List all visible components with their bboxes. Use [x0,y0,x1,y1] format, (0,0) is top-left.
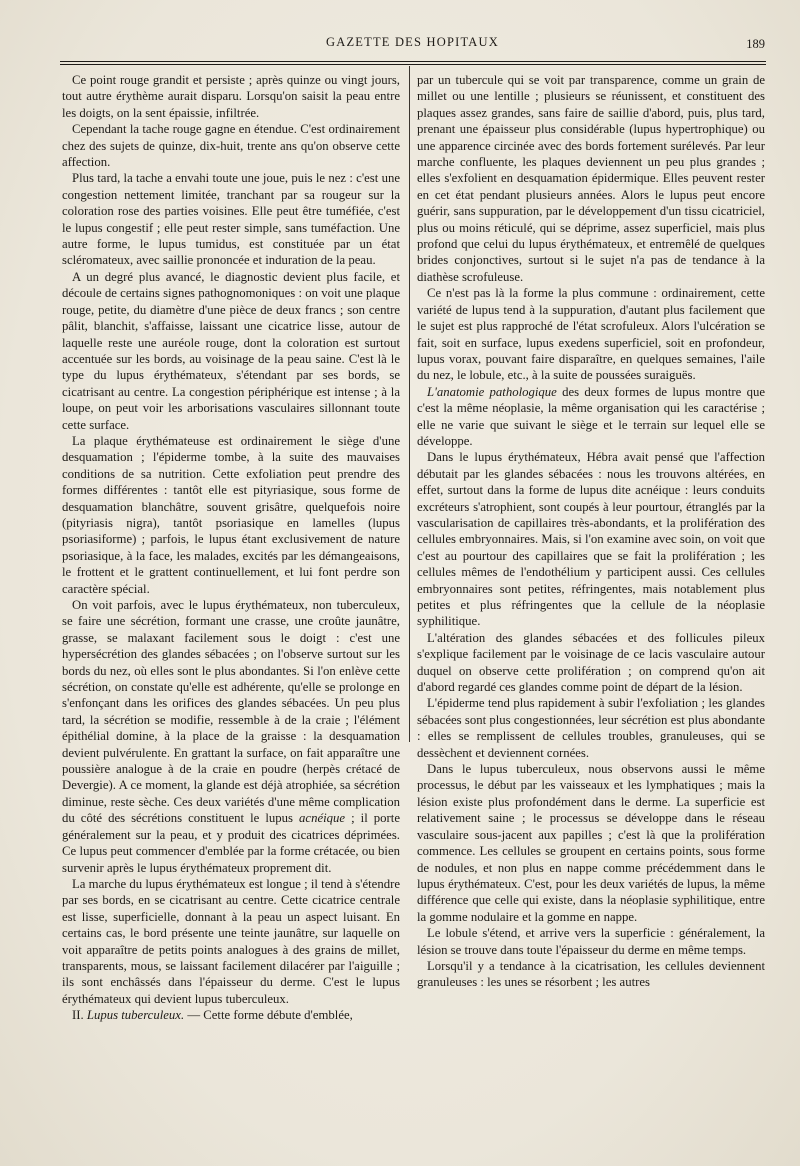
page-number: 189 [746,37,765,51]
section-heading-paragraph [62,1007,400,1023]
paragraph: Dans le lupus érythémateux, Hébra avait pensé que l'affection débutait par les glandes sébacées : nous les trouvons altérées, en effet, surtout dans la forme de lupus dite acnéique : leurs conduits excréteurs s'atrophient, sont coupés à leur pourtour, étranglés par la vascularisation de capillaires très-abondants, et la prolifération des cellules embryonnaires. Mais, si l'on examine avec soin, on voit que c'est au pourtour des capillaires que se fait la prolifération ; les cellules mêmes de l'endothélium y participent aussi. Ces cellules embryonnaires sont petites, réfringentes, mais notablement plus petites et plus réfringentes que la cellule de la néoplasie syphilitique. [417,450,765,629]
paragraph: Le lobule s'étend, et arrive vers la superficie : généralement, la lésion se trouve dans toute l'épaisseur du derme en même temps. [417,926,765,957]
left-column [62,72,400,1024]
paragraph-text: — Cette forme débute d'emblée, [184,1008,353,1023]
paragraph: La marche du lupus érythémateux est longue ; il tend à s'étendre par ses bords, en se cicatrisant au centre. Cette cicatrice centrale est lisse, superficielle, donnant à la peau un aspect luisant. En certains cas, le bord présente une teinte jaunâtre, sur laquelle on voit apparaître de petits points analogues à des grains de millet, transparents, mous, se laissant facilement dilacérer par l'aiguille ; ils sont enchâssés dans l'épaisseur du derme. C'est le lupus érythémateux qui devient lupus tuberculeux. [62,876,400,1006]
paragraph: Dans le lupus tuberculeux, nous observons aussi le même processus, le début par les vaisseaux et les lymphatiques ; mais la lésion existe plus profondément dans le derme. La superficie est relativement saine ; le processus se développe dans le réseau vasculaire sous-jacent aux papilles ; c'est là que la prolifération commence. Les cellules se groupent en certains points, sous forme de nodules, et non plus en nappe comme précédemment dans le lupus érythémateux. C'est, pour les deux variétés de lupus, la même différence que celle qui existe, dans la néoplasie syphilitique, entre la gomme nodulaire et la gomme en nappe. [417,762,765,924]
paragraph: par un tubercule qui se voit par transparence, comme un grain de millet ou une lentille ; plusieurs se réunissent, et constituent des plaques assez grandes, sans faire de saillie d'abord, puis, plus tard, prenant une épaisseur plus considérable (lupus hypertrophique) ou une apparence circinée avec des bords fortement surélevés. Par leur marche confluente, les plaques deviennent un peu plus grandes ; elles s'exfolient en desquamation épidermique. Elles peuvent rester en cet état pendant plusieurs années. Alors le lupus peut encore guérir, sans suppuration, par le développement d'un tissu cicatriciel, plus ou moins réticulé, qui se déprime, assez superficiel, mais plus profond que celui du lupus érythémateux, et entremêlé de quelques brides conjonctives, surtout si le sujet n'a pas de tendance à la diathèse scrofuleuse. [417,73,765,284]
header-rule-thin [60,64,766,65]
right-column [417,72,765,991]
paragraph [62,597,400,876]
paragraph: Ce n'est pas là la forme la plus commune : ordinairement, cette variété de lupus tend à la suppuration, d'autant plus facilement que le sujet est plus rapproché de l'état scrofuleux. Alors l'ulcération se fait, soit en surface, lupus exedens superficiel, soit en profondeur, lupus vorax, pouvant faire disparaître, en quelques semaines, l'aile du nez, le lobule, etc., à la suite de poussées suraiguës. [417,286,765,383]
paragraph: A un degré plus avancé, le diagnostic devient plus facile, et découle de certains signes pathognomoniques : on voit une plaque rouge, petite, du diamètre d'une pièce de deux francs ; son centre pâlit, blanchit, s'affaisse, laissant une cicatrice lisse, autour de laquelle reste une auréole rouge, dont la coloration est surtout accentuée sur les bords, au voisinage de la peau saine. C'est là le type du lupus érythémateux, s'étendant par ses bords, se cicatrisant au centre. La congestion périphérique est intense ; à la loupe, on peut voir les arborisations vasculaires sillonnant toute cette surface. [62,269,400,432]
paragraph [417,384,765,450]
paragraph: La plaque érythémateuse est ordinairement le siège d'une desquamation ; l'épiderme tombe, à la suite des mauvaises conditions de sa nutrition. Cette exfoliation peut prendre des formes différentes : tantôt elle est pityriasique, sous forme de desquamation blanchâtre, souvent grisâtre, quelquefois noire (pityriasis nigra), tantôt psoriasique en lamelles (lupus psoriasiforme) ; parfois, le lupus étant exclusivement de nature psoriasique, à la face, les malades, excités par les démangeaisons, le frottent et le grattent continuellement, et lui font perdre son caractère spécial. [62,433,400,596]
paragraph: Lorsqu'il y a tendance à la cicatrisation, les cellules deviennent granuleuses : les unes se résorbent ; les autres [417,958,765,990]
section-number: II. [72,1008,87,1023]
paragraph: Plus tard, la tache a envahi toute une joue, puis le nez : c'est une congestion nettement limitée, tranchant par sa rougeur sur la coloration rose des parties voisines. Elle peut être tuméfiée, c'est le lupus congestif ; elle peut rester simple, sans tuméfaction. Une autre forme, le lupus tumidus, est constituée par un état scléromateux, avec saillie prononcée et induration de la peau. [62,171,400,268]
column-divider [409,66,410,742]
paragraph: L'épiderme tend plus rapidement à subir l'exfoliation ; les glandes sébacées sont plus congestionnées, leur sécrétion est plus abondante : elles se remplissent de cellules troubles, granuleuses, qui se dessèchent et deviennent cornées. [417,696,765,760]
paragraph-text: On voit parfois, avec le lupus érythémateux, non tuberculeux, se faire une sécrétion, formant une crasse, une croûte jaunâtre, grasse, se malaxant facilement sous le doigt : c'est une hypersécrétion des glandes sébacées ; on l'observe surtout sur les bords du nez, où elles sont le plus abondantes. Si l'on enlève cette sécrétion, on constate qu'elle est adhérente, qu'elle se prolonge en s'enfonçant dans les orifices des glandes sébacées. Un peu plus tard, la sécrétion se modifie, ressemble à de la craie ; l'élément épithélial domine, à la place de la graisse : la desquamation devient pulvérulente. En grattant la surface, on fait apparaître une poussière analogue à de la craie en poudre (herpès crétacé de Devergie). A ce moment, la glande est déjà atrophiée, sa sécrétion diminue, reste sèche. Ces deux variétés d'une même complication du côté des sécrétions constituent le lupus [62,598,400,826]
journal-title: GAZETTE DES HOPITAUX [326,35,499,49]
paragraph: Cependant la tache rouge gagne en étendue. C'est ordinairement chez des sujets de quinze, dix-huit, trente ans qu'on observe cette affection. [62,122,400,170]
page-header [60,33,765,55]
italic-term: L'anatomie pathologique [427,384,557,399]
header-rule-thick [60,61,766,62]
italic-term: acnéique [299,811,346,826]
section-title: Lupus tuberculeux. [86,1008,185,1023]
paragraph-text: des deux formes de lupus montre que c'est la même néoplasie, la même organisation qui les caractérise ; elle ne varie que suivant le siège et le terrain sur lequel elle se développe. [417,384,766,448]
paragraph: L'altération des glandes sébacées et des follicules pileux s'explique facilement par le voisinage de ce lacis vasculaire autour duquel on observe cette prolifération ; on comprend qu'on ait d'abord regardé ces glandes comme point de départ de la lésion. [417,630,765,695]
paragraph-text: ; il porte généralement sur la peau, et y produit des cicatrices déprimées. Ce lupus peut commencer d'emblée par la forme crétacée, ou bien survenir après le lupus érythémateux proprement dit. [62,811,401,875]
paragraph: Ce point rouge grandit et persiste ; après quinze ou vingt jours, tout autre érythème aurait disparu. Lorsqu'on saisit la peau entre les doigts, on la sent épaissie, infiltrée. [62,73,400,120]
